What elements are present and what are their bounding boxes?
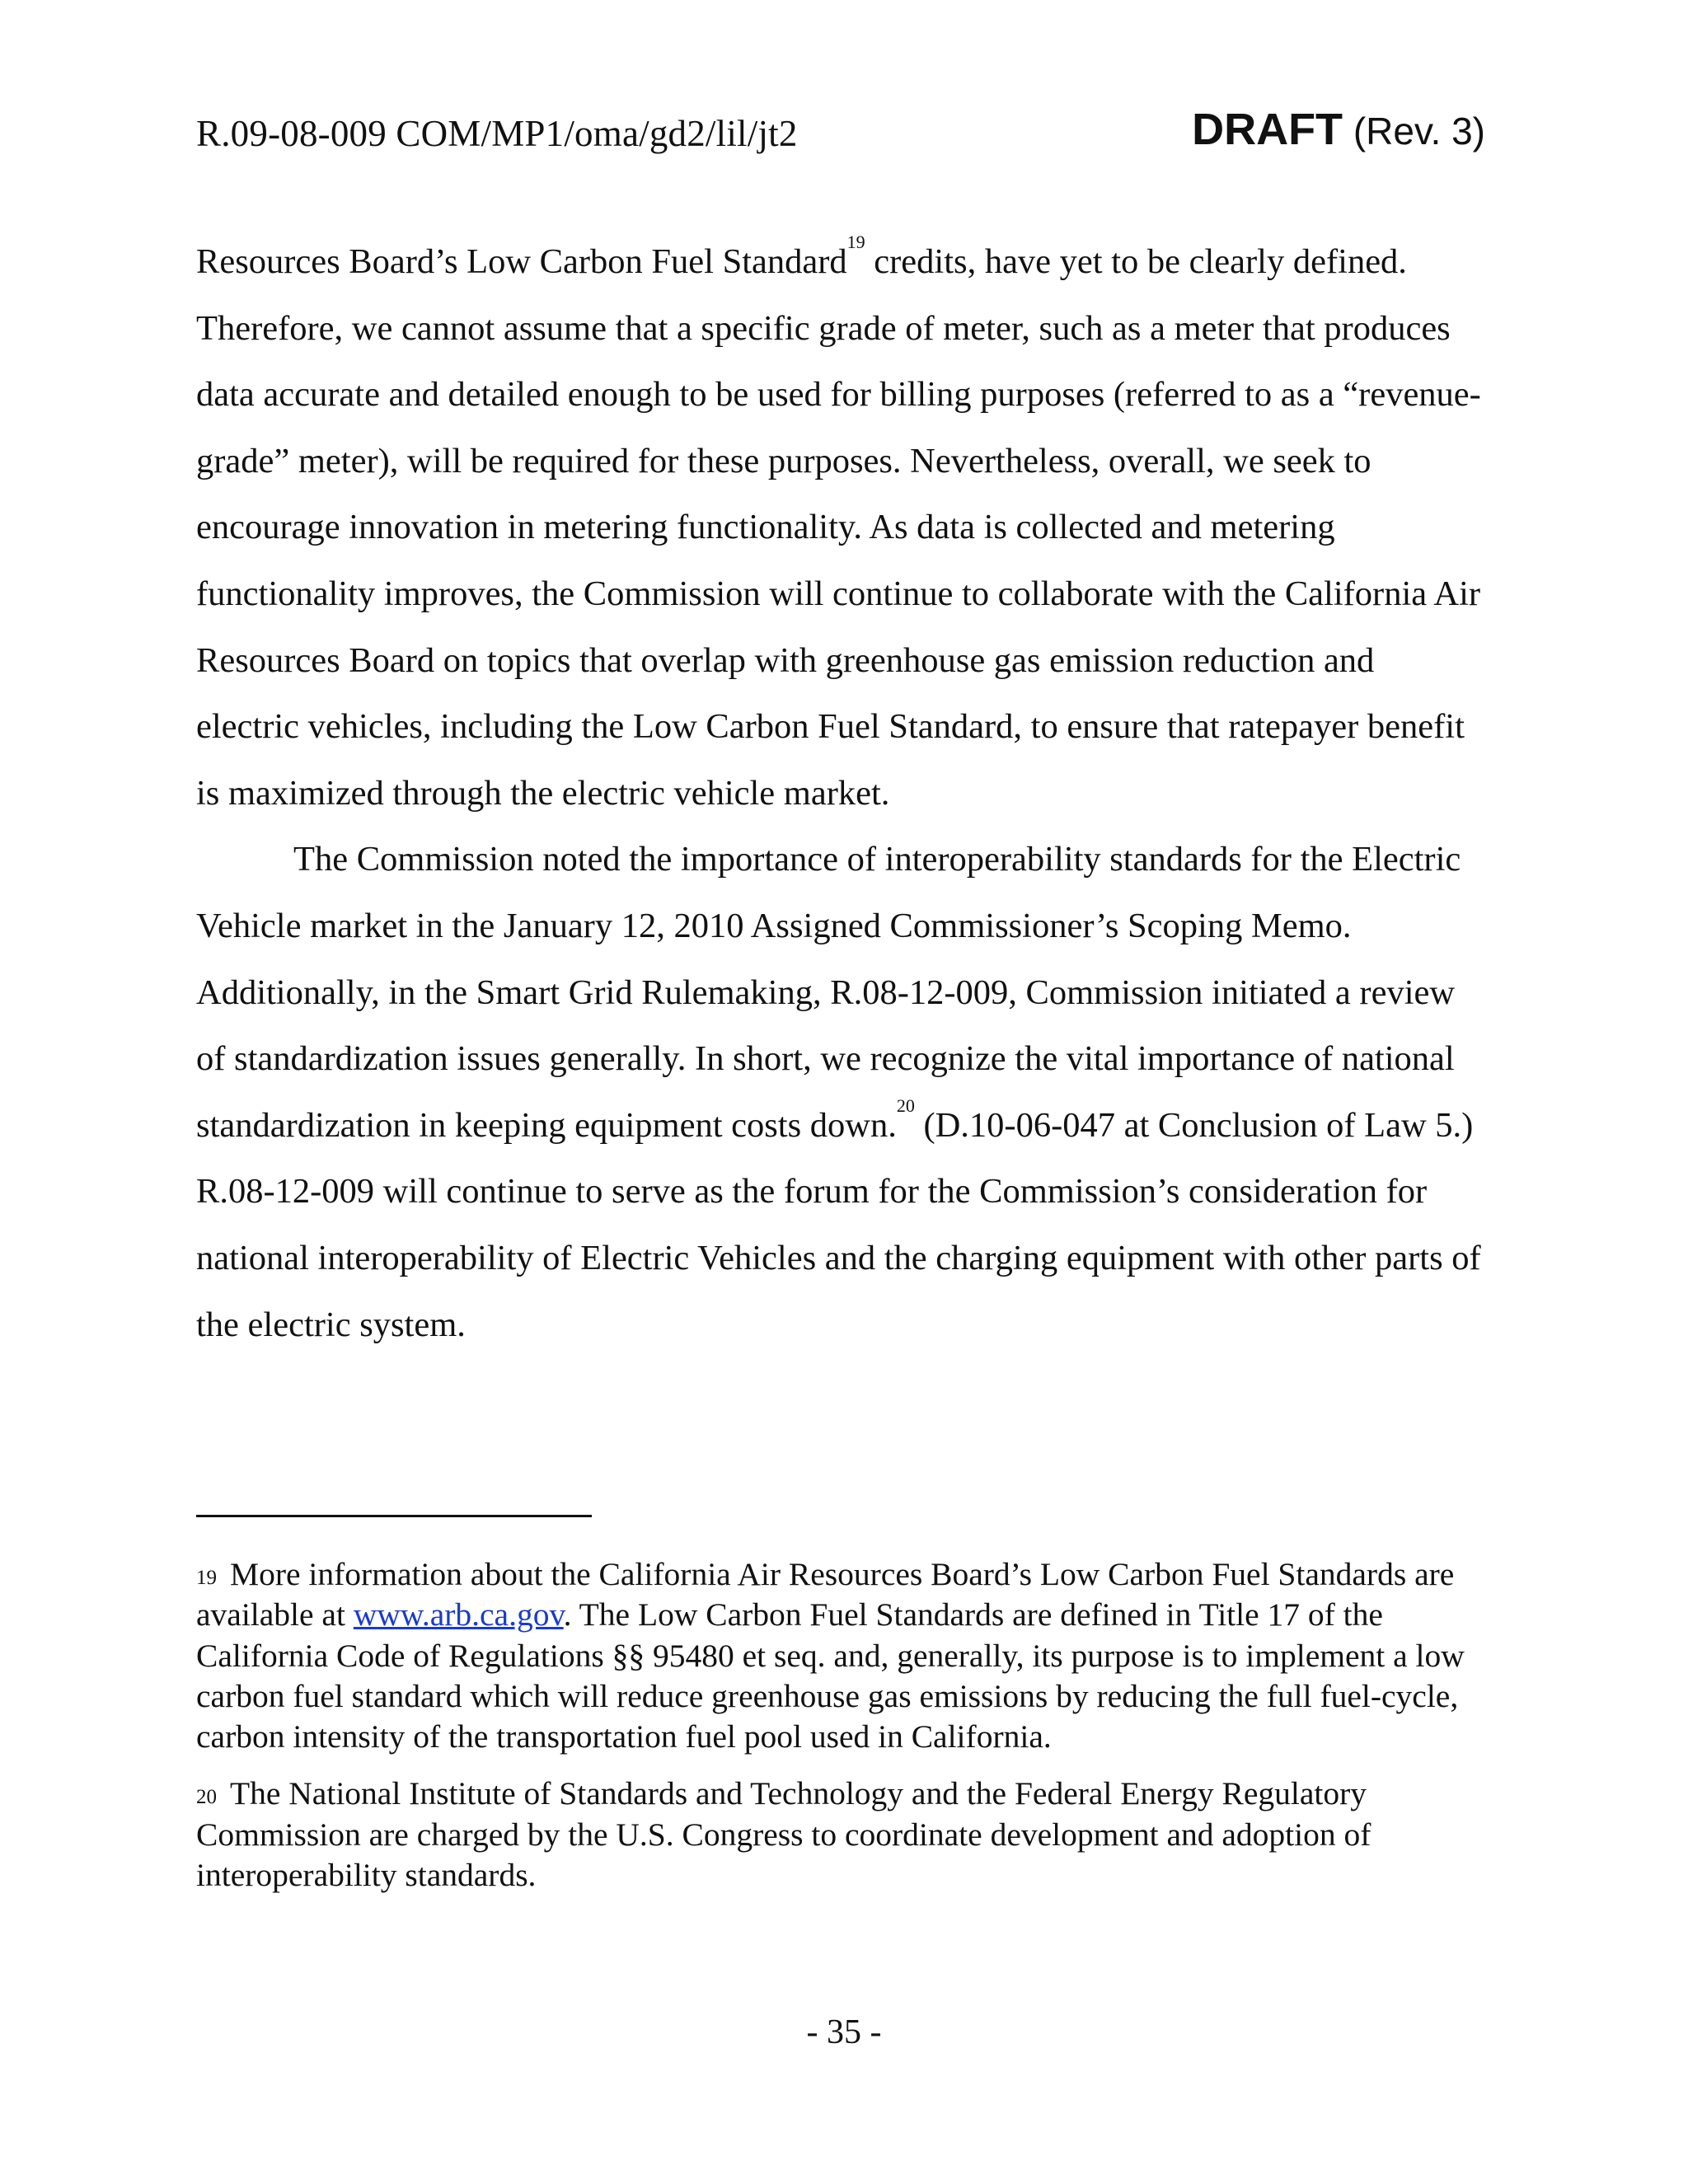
paragraph-2-text-a: The Commission noted the importance of interoperability standards for the Electric Vehicle market in the January 12, 2010 Assigned Commissioner’s Scoping Memo. Additionally, in the Smart Grid Rulemaking, R.08-12-009, Commission initiated a review of standardization issues generally. In short, we recognize the vital importance of national standardization in keeping equipment costs down. bbox=[196, 840, 1461, 1145]
footnote-20 bbox=[196, 1774, 1482, 1896]
body-text bbox=[196, 229, 1482, 1358]
footnote-20-text: The National Institute of Standards and Technology and the Federal Energy Regulatory Commission are charged by the U.S. Congress to coordinate development and adoption of interoperability standards. bbox=[196, 1775, 1372, 1894]
revision-label: (Rev. 3) bbox=[1353, 110, 1485, 152]
paragraph-2 bbox=[196, 827, 1482, 1358]
footnote-separator bbox=[196, 1515, 592, 1517]
footnotes bbox=[196, 1554, 1482, 1896]
footnote-19 bbox=[196, 1554, 1482, 1757]
page-number: - 35 - bbox=[806, 2013, 882, 2051]
draft-label bbox=[1192, 104, 1485, 155]
paragraph-1 bbox=[196, 229, 1482, 827]
footnote-ref-20[interactable]: 20 bbox=[896, 1094, 915, 1116]
draft-word: DRAFT bbox=[1192, 105, 1343, 154]
paragraph-1-text-a: Resources Board’s Low Carbon Fuel Standard bbox=[196, 242, 847, 281]
footnote-number: 20 bbox=[196, 1786, 217, 1809]
footnote-ref-19[interactable]: 19 bbox=[846, 232, 865, 252]
arb-website-link[interactable]: www.arb.ca.gov bbox=[353, 1596, 564, 1633]
footnote-19-text-b: . The Low Carbon Fuel Standards are defined in Title 17 of the California Code of Regulations §§ 95480 et seq. and, generally, its purpose is to implement a low carbon fuel standard which will reduce greenhouse gas emissions by reducing the full fuel-cycle, carbon intensity of the transportation fuel pool used in California. bbox=[196, 1596, 1465, 1755]
footnote-19-text-a: More information about the California Air Resources Board’s Low Carbon Fuel Standards are available at bbox=[196, 1556, 1455, 1633]
paragraph-2-text-b: (D.10-06-047 at Conclusion of Law 5.) R.08-12-009 will continue to serve as the forum for the Commission’s consideration for national interoperability of Electric Vehicles and the charging equipment with other parts of the electric system. bbox=[196, 1105, 1481, 1344]
footnote-number: 19 bbox=[196, 1567, 217, 1589]
paragraph-1-text-b: credits, have yet to be clearly defined. Therefore, we cannot assume that a specific grade of meter, such as a meter that produces data accurate and detailed enough to be used for billing purposes (referred to as a “revenue-grade” meter), will be required for these purposes. Nevertheless, overall, we seek to encourage innovation in metering functionality. As data is collected and metering functionality improves, the Commission will continue to collaborate with the California Air Resources Board on topics that overlap with greenhouse gas emission reduction and electric vehicles, including the Low Carbon Fuel Standard, to ensure that ratepayer benefit is maximized through the electric vehicle market. bbox=[196, 242, 1481, 813]
docket-number: R.09-08-009 COM/MP1/oma/gd2/lil/jt2 bbox=[196, 113, 798, 154]
page-header bbox=[196, 97, 1485, 163]
